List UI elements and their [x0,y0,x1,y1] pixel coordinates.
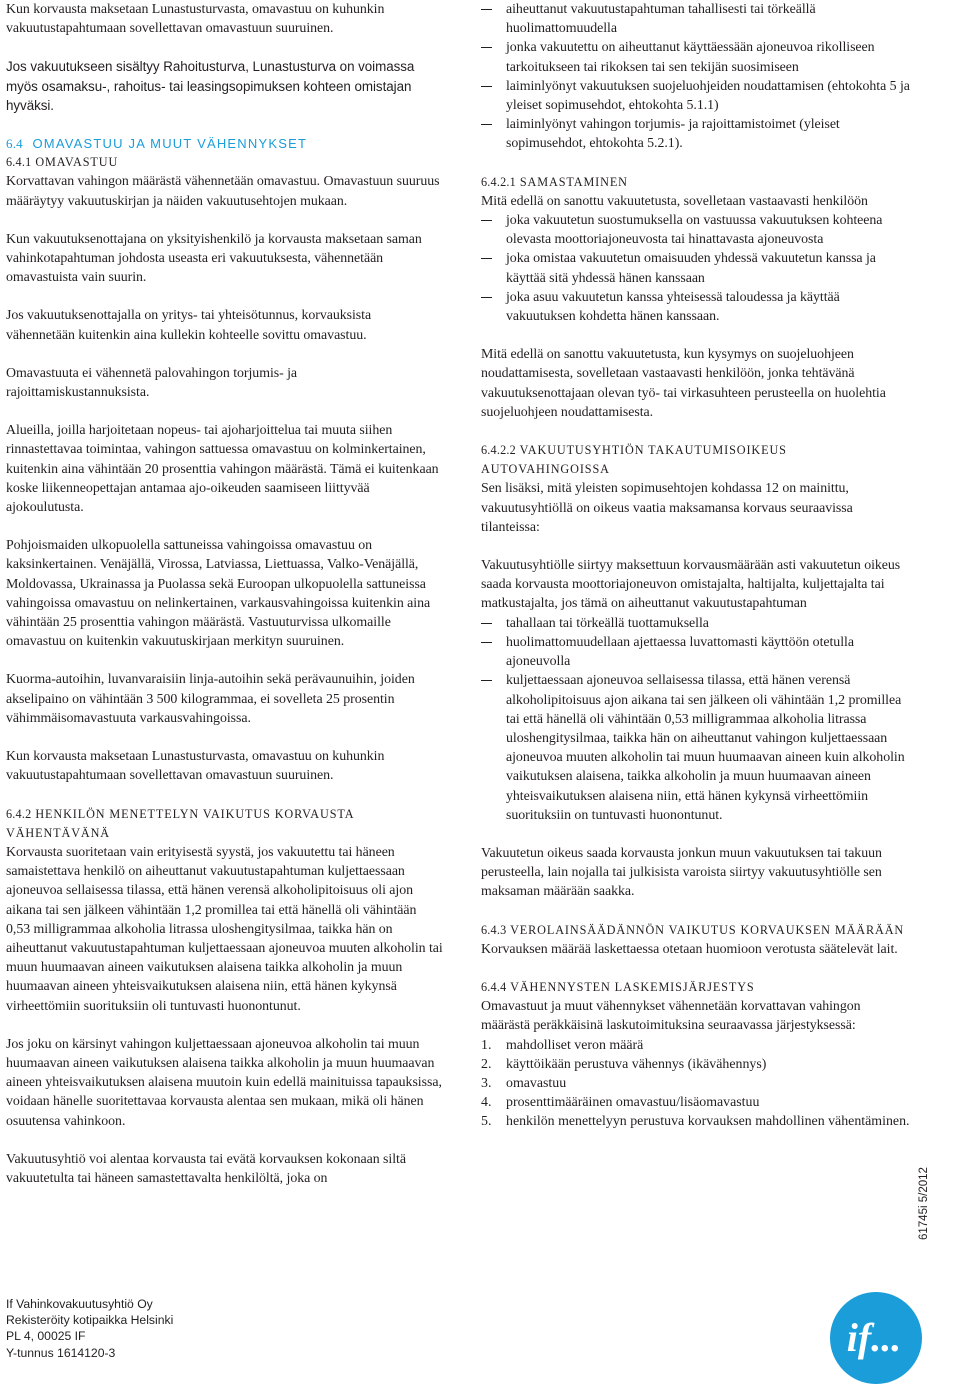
list-item: 1. mahdolliset veron määrä [481,1037,644,1053]
bullet-list [481,0,911,154]
if-logo [829,1291,923,1385]
footer-address: PL 4, 00025 IF [6,1329,86,1344]
paragraph: Kun korvausta maksetaan Lunastusturvasta, omavastuu on kuhunkin vakuutustapahtumaan sovellettavan omavastuun suuruinen. [6,749,385,784]
footer-domicile: Rekisteröity kotipaikka Helsinki [6,1313,174,1328]
list-item: joka vakuutetun suostumuksella on vastuussa vakuutuksen kohteena olevasta moottoriajoneuvosta tai hinattavasta ajoneuvosta [481,211,911,249]
paragraph: Korvattavan vahingon määrästä vähennetään omavastuu. Omavastuun suuruus määräytyy vakuutuskirjan ja näiden vakuutusehtojen mukaan. [6,174,440,209]
subsection-heading-6-4-2-1: 6.4.2.1 SAMASTAMINEN [481,174,628,189]
paragraph: Korvauksen määrää laskettaessa otetaan huomioon verotusta säätelevät lait. [481,941,898,957]
list-item: jonka vakuutettu on aiheuttanut käyttäessään ajoneuvoa rikolliseen tarkoitukseen tai rikoksen tai sen tekijän suosimiseen [481,38,911,76]
paragraph: Mitä edellä on sanottu vakuutetusta, kun kysymys on suojeluohjeen noudattamisesta, sovelletaan vastaavasti henkilöön, jonka tehtävänä vakuutuksenottajaan olevan työ- tai virkasuhteen perusteella on huolehtia suojeluohjeen noudattamisesta. [481,347,886,420]
paragraph: Jos vakuutuksenottajalla on yritys- tai yhteisötunnus, korvauksista vähennetään kuitenkin aina kullekin kohteelle sovittu omavastuu. [6,308,372,343]
subsection-heading-6-4-3: 6.4.3 VEROLAINSÄÄDÄNNÖN VAIKUTUS KORVAUKSEN MÄÄRÄÄN [481,922,905,937]
bullet-list [481,211,911,326]
list-item: aiheuttanut vakuutustapahtuman tahallisesti tai törkeällä huolimattomuudella [481,0,911,38]
footer [6,1296,306,1361]
logo-text: if... [846,1315,902,1360]
right-column [481,0,911,1132]
subsection-heading-6-4-2: 6.4.2 HENKILÖN MENETTELYN VAIKUTUS KORVAUSTA VÄHENTÄVÄNÄ [6,806,354,840]
list-item: huolimattomuudellaan ajettaessa luvattomasti käyttöön otetulla ajoneuvolla [481,633,911,671]
paragraph: Pohjoismaiden ulkopuolella sattuneissa vahingoissa omavastuu on kaksinkertainen. Venäjällä, Virossa, Latviassa, Liettuassa, Valko-Venäjällä, Moldovassa, Ukrainassa ja Puolassa sekä Euroopan ulkopuolella sattuneissa vahingoissa omavastuu on nelinkertainen, varkausvahingoissa kuitenkin aina vähintään 25 prosenttia vahingon määrästä. Vastuuturvissa ulkomaille omavastuu on kuitenkin vakuutuskirjaan merkityn suuruinen. [6,538,431,650]
paragraph: Kun korvausta maksetaan Lunastusturvasta, omavastuu on kuhunkin vakuutustapahtumaan sovellettavan omavastuun suuruinen. [6,2,385,37]
paragraph: Vakuutusyhtiölle siirtyy maksettuun korvausmäärään asti vakuutetun oikeus saada korvausta moottoriajoneuvon omistajalta, haltijalta, kuljettajalta tai matkustajalta, jos tämä on aiheuttanut vakuutustapahtuman [481,558,901,612]
paragraph: Jos joku on kärsinyt vahingon kuljettaessaan ajoneuvoa alkoholin tai muun huumaavan aineen vaikutuksen alaisena taikka alkoholin ja muun huumaavan aineen yhteisvaikutuksen alaisena muutoin kuin edellä mainituissa tapauksissa, voidaan hänelle suoritettavaa korvausta alentaa sen mukaan, mikä oli hänen osuutensa vahinkoon. [6,1036,442,1129]
numbered-list [481,1036,911,1132]
list-item: 4. prosenttimääräinen omavastuu/lisäomavastuu [481,1095,760,1111]
paragraph: Sen lisäksi, mitä yleisten sopimusehtojen kohdassa 12 on mainittu, vakuutusyhtiöllä on oikeus vaatia maksamansa korvaus seuraavissa tilanteissa: [481,481,853,535]
list-item: 5. henkilön menettelyyn perustuva korvauksen mahdollinen vähentäminen. [481,1114,910,1130]
list-item: kuljettaessaan ajoneuvoa sellaisessa tilassa, että hänen verensä alkoholipitoisuus ajon aikana tai sen jälkeen oli vähintään 1,2 promillea tai että hänellä oli vähintään 0,53 milligrammaa alkoholia litrassa uloshengitysilmaa, taikka hän on aiheuttanut vahingon kuljettaessaan ajoneuvoa muuten alkoholin tai muun huumaavan aineen kuin alkoholin vaikutuksen alaisena, taikka alkoholin ja muun huumaavan aineen yhteisvaikutuksen alaisena niin, että hänen kykynsä virheettömiin suorituksiin on tuntuvasti huonontunut. [481,671,911,825]
paragraph: Omavastuut ja muut vähennykset vähennetään korvattavan vahingon määrästä peräkkäisinä laskutoimituksina seuraavassa järjestyksessä: [481,999,861,1034]
paragraph: Korvausta suoritetaan vain erityisestä syystä, jos vakuutettu tai häneen samaistettava henkilö on aiheuttanut vakuutustapahtuman kuljettaessaan ajoneuvoa sellaisessa tilassa, että hänen verensä alkoholipitoisuus oli ajon aikana tai sen jälkeen vähintään 1,2 promillea tai että hänellä oli vähintään 0,53 milligrammaa alkoholia litrassa uloshengitysilmaa, taikka hän on aiheuttanut vakuutustapahtuman kuljettaessaan ajoneuvoa muuten alkoholin tai muun huumaavan aineen vaikutuksen alaisena taikka alkoholin ja muun huumaavan aineen yhteisvaikutuksen alaisena niin, että hänen kykynsä virheettömiin suorituksiin oli tuntuvasti huonontunut. [6,844,443,1014]
paragraph: Vakuutusyhtiö voi alentaa korvausta tai evätä korvauksen kokonaan siltä vakuutetulta tai häneen samastettavalta henkilöltä, joka on [6,1151,406,1186]
document-code: 61745i 5/2012 [918,1167,930,1240]
list-item: laiminlyönyt vahingon torjumis- ja rajoittamistoimet (yleiset sopimusehdot, ehtokohta 5.2.1). [481,115,911,153]
footer-business-id: Y-tunnus 1614120-3 [6,1345,116,1360]
subsection-heading-6-4-1: 6.4.1 OMAVASTUU [6,155,119,170]
paragraph: Kuorma-autoihin, luvanvaraisiin linja-autoihin sekä perävaunuihin, joiden akselipaino on vähintään 3 500 kilogrammaa, ei sovelleta 25 prosentin vähimmäisomavastuuta varkausvahingoissa. [6,672,415,726]
paragraph: Omavastuuta ei vähennetä palovahingon torjumis- ja rajoittamiskustannuksista. [6,365,298,401]
section-heading-6-4: 6.4 OMAVASTUU JA MUUT VÄHENNYKSET [6,136,308,152]
subsection-heading-6-4-4: 6.4.4 VÄHENNYSTEN LASKEMISJÄRJESTYS [481,979,755,994]
paragraph: Jos vakuutukseen sisältyy Rahoitusturva, Lunastusturva on voimassa myös osamaksu-, rahoitus- tai leasingsopimuksen kohteen omistajan hyväksi. [6,59,415,113]
left-column [6,0,443,1188]
paragraph: Vakuutetun oikeus saada korvausta jonkun muun vakuutuksen tai takuun perusteella, lain nojalla tai julkisista varoista siirtyy vakuutusyhtiölle sen maksaman määrään saakka. [481,845,882,900]
list-item: tahallaan tai törkeällä tuottamuksella [481,614,911,633]
footer-company: If Vahinkovakuutusyhtiö Oy [6,1297,153,1311]
list-item: 3. omavastuu [481,1075,567,1091]
bullet-list [481,614,911,825]
subsection-heading-6-4-2-2: 6.4.2.2 VAKUUTUSYHTIÖN TAKAUTUMISOIKEUS AUTOVAHINGOISSA [481,443,787,477]
list-item: 2. käyttöikään perustuva vähennys (ikävähennys) [481,1056,767,1072]
list-item: laiminlyönyt vakuutuksen suojeluohjeiden noudattamisen (ehtokohta 5 ja yleiset sopimusehdot, ehtokohta 5.1.1) [481,77,911,115]
paragraph: Kun vakuutuksenottajana on yksityishenkilö ja korvausta maksetaan saman vahinkotapahtuman johdosta useasta eri vakuutuksesta, vähennetään omavastuista vain suurin. [6,231,422,286]
list-item: joka asuu vakuutetun kanssa yhteisessä taloudessa ja käyttää vakuutuksen kohdetta hänen kanssaan. [481,288,911,326]
paragraph: Alueilla, joilla harjoitetaan nopeus- tai ajoharjoittelua tai muuta siihen rinnastettavaa toimintaa, vahingon sattuessa omavastuu on kolminkertainen, kuitenkin aina vähintään 20 prosenttia vahingon määrästä. Tämä ei kuitenkaan koske liikenneopettajan antamaa ajo-oikeuden saamiseen liittyvää ajokoulutusta. [6,423,439,516]
paragraph: Mitä edellä on sanottu vakuutetusta, sovelletaan vastaavasti henkilöön [481,193,868,209]
list-item: joka omistaa vakuutetun omaisuuden yhdessä vakuutetun kanssa ja käyttää sitä yhdessä hänen kanssaan [481,249,911,287]
